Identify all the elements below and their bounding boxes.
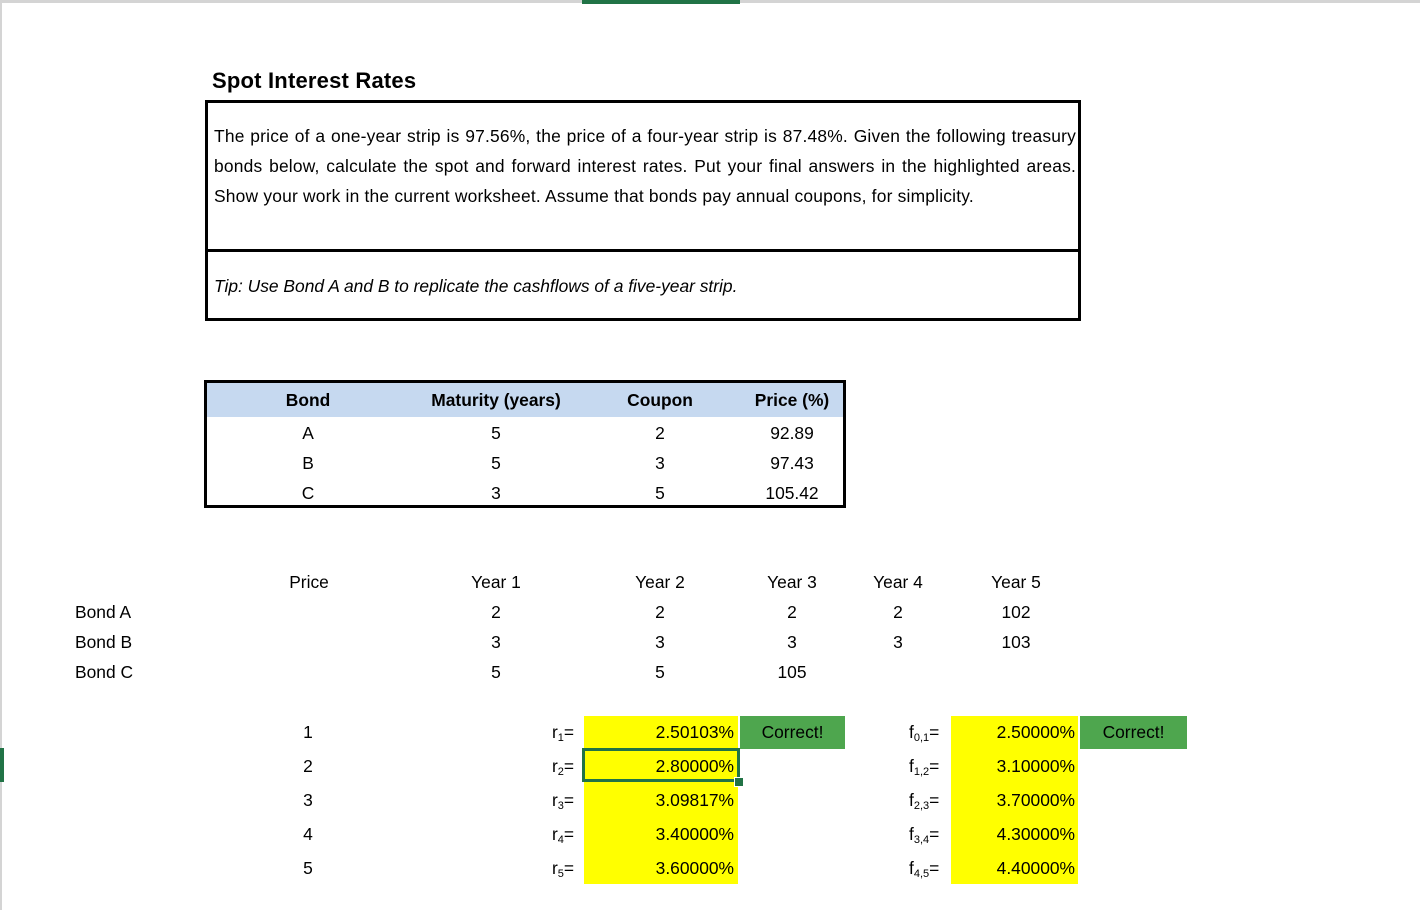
- selected-column-indicator: [582, 0, 740, 4]
- active-cell-selection[interactable]: [582, 748, 740, 782]
- maturity-index[interactable]: 2: [303, 756, 313, 776]
- tip-box[interactable]: [205, 250, 1081, 321]
- header-price[interactable]: Price (%): [754, 390, 830, 410]
- bond-coupon[interactable]: 3: [655, 453, 665, 473]
- forward-rate-value[interactable]: 4.30000%: [996, 824, 1075, 844]
- fill-handle[interactable]: [734, 777, 744, 787]
- forward-rate-value[interactable]: 4.40000%: [996, 858, 1075, 878]
- spot-rate-value[interactable]: 3.40000%: [655, 824, 734, 844]
- cf-year2[interactable]: 2: [655, 602, 665, 622]
- maturity-index[interactable]: 3: [303, 790, 313, 810]
- cf-year4[interactable]: 2: [893, 602, 903, 622]
- cf-header-year5[interactable]: Year 5: [991, 572, 1041, 592]
- cf-year3[interactable]: 2: [787, 602, 797, 622]
- maturity-index[interactable]: 5: [303, 858, 313, 878]
- bond-maturity[interactable]: 3: [491, 483, 501, 503]
- tip-text: Tip: Use Bond A and B to replicate the cashflows of a five-year strip.: [214, 276, 738, 296]
- forward-rate-value[interactable]: 2.50000%: [996, 722, 1075, 742]
- column-header-strip: [0, 0, 1420, 3]
- maturity-index[interactable]: 1: [303, 722, 313, 742]
- header-bond[interactable]: Bond: [285, 390, 331, 410]
- cf-header-price[interactable]: Price: [289, 572, 329, 592]
- bond-name[interactable]: C: [301, 483, 315, 503]
- spot-rate-label[interactable]: $r_4=$: [552, 824, 575, 846]
- header-coupon[interactable]: Coupon: [627, 390, 693, 410]
- bond-price[interactable]: 92.89: [770, 423, 814, 443]
- bond-table: [204, 380, 846, 508]
- cf-year2[interactable]: 5: [655, 662, 665, 682]
- forward-rate-label[interactable]: $f_{3,4}=$: [909, 824, 940, 846]
- forward-rate-label[interactable]: $f_{2,3}=$: [909, 790, 940, 812]
- cf-row-label[interactable]: Bond C: [75, 662, 134, 682]
- spot-rate-label[interactable]: $r_3=$: [552, 790, 575, 812]
- cf-year2[interactable]: 3: [655, 632, 665, 652]
- cf-year1[interactable]: 3: [491, 632, 501, 652]
- spot-rate-label[interactable]: $r_1=$: [552, 722, 575, 744]
- page-title: Spot Interest Rates: [212, 68, 417, 93]
- selected-row-indicator: [0, 748, 4, 782]
- bond-maturity[interactable]: 5: [491, 423, 501, 443]
- spot-rate-value[interactable]: 3.09817%: [655, 790, 734, 810]
- spot-rate-value[interactable]: 2.80000%: [655, 756, 734, 776]
- maturity-index[interactable]: 4: [303, 824, 313, 844]
- cf-year3[interactable]: 105: [777, 662, 807, 682]
- cf-header-year3[interactable]: Year 3: [767, 572, 817, 592]
- bond-price[interactable]: 105.42: [765, 483, 819, 503]
- forward-rate-value[interactable]: 3.70000%: [996, 790, 1075, 810]
- forward-rate-value[interactable]: 3.10000%: [996, 756, 1075, 776]
- forward-rate-label[interactable]: $f_{4,5}=$: [909, 858, 940, 880]
- spot-rate-value[interactable]: 3.60000%: [655, 858, 734, 878]
- cf-header-year1[interactable]: Year 1: [471, 572, 521, 592]
- bond-name[interactable]: B: [302, 453, 314, 473]
- bond-coupon[interactable]: 2: [655, 423, 665, 443]
- cf-header-year4[interactable]: Year 4: [873, 572, 923, 592]
- cf-year3[interactable]: 3: [787, 632, 797, 652]
- bond-name[interactable]: A: [302, 423, 314, 443]
- cf-year5[interactable]: 103: [1001, 632, 1031, 652]
- spot-correct-text: Correct!: [761, 722, 824, 742]
- spot-rate-value[interactable]: 2.50103%: [655, 722, 734, 742]
- bond-price[interactable]: 97.43: [770, 453, 814, 473]
- spot-rate-label[interactable]: $r_5=$: [552, 858, 575, 880]
- cf-year1[interactable]: 5: [491, 662, 501, 682]
- cf-year1[interactable]: 2: [491, 602, 501, 622]
- bond-coupon[interactable]: 5: [655, 483, 665, 503]
- forward-correct-text: Correct!: [1102, 722, 1165, 742]
- cf-header-year2[interactable]: Year 2: [635, 572, 685, 592]
- cf-row-label[interactable]: Bond B: [75, 632, 133, 652]
- spot-rate-label[interactable]: $r_2=$: [552, 756, 575, 778]
- problem-description-box[interactable]: [205, 100, 1081, 251]
- cf-year5[interactable]: 102: [1001, 602, 1031, 622]
- forward-rate-label[interactable]: $f_{0,1}=$: [909, 722, 940, 744]
- bond-maturity[interactable]: 5: [491, 453, 501, 473]
- problem-description: The price of a one-year strip is 97.56%, the price of a four-year strip is 87.48%. Given the following treasury bonds below, calculate the spot and forward interest rates. Put your final answers in the highlighted areas. Show your work in the current worksheet. Assume that bonds pay annual coupons, for simplicity.: [214, 126, 1076, 206]
- cf-year4[interactable]: 3: [893, 632, 903, 652]
- forward-rate-label[interactable]: $f_{1,2}=$: [909, 756, 940, 778]
- cf-row-label[interactable]: Bond A: [75, 602, 132, 622]
- header-maturity[interactable]: Maturity (years): [431, 390, 561, 410]
